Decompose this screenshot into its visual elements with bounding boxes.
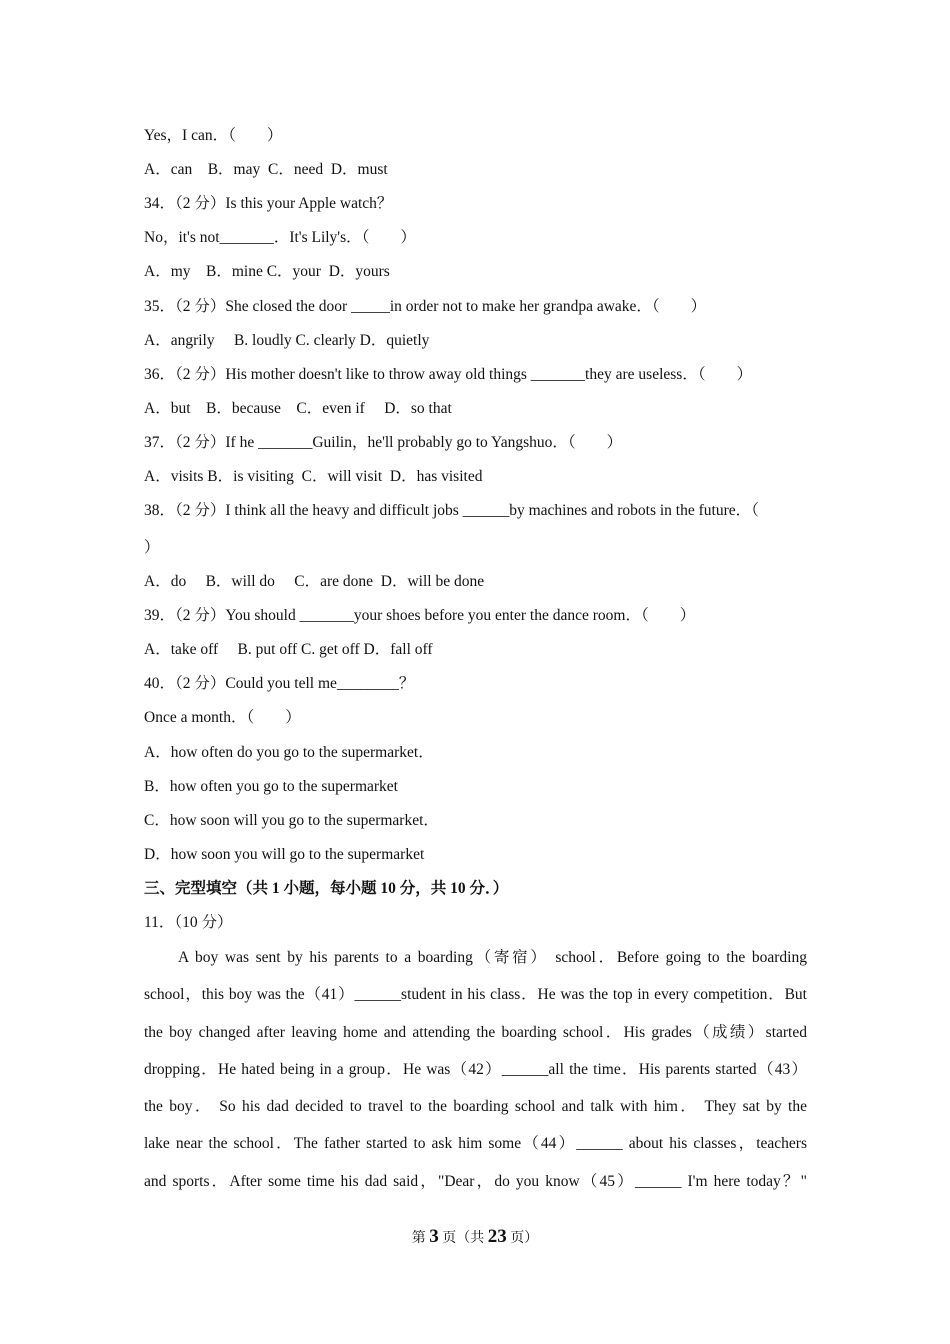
answer-line: Yes，I can．（ ） (144, 127, 283, 144)
cloze-passage (144, 939, 807, 1200)
passage-row: the boy． So his dad decided to travel to the boarding school and talk with him． They sat by the (144, 1098, 807, 1116)
question-40: 40．（2 分）Could you tell me________？ (144, 675, 415, 692)
options-line: A．can B．may C．need D．must (144, 161, 388, 178)
option-c: C．how soon will you go to the supermarket． (144, 812, 439, 829)
option-b: B．how often you go to the supermarket (144, 778, 398, 795)
passage-row: A boy was sent by his parents to a boarding（寄宿） school．Before going to the boarding (178, 949, 807, 966)
options-line: A．my B．mine C．your D．yours (144, 263, 390, 280)
options-line: A．angrily B. loudly C. clearly D．quietly (144, 332, 430, 349)
question-35: 35．（2 分）She closed the door _____in order not to make her grandpa awake．（ ） (144, 298, 707, 315)
answer-line: Once a month．（ ） (144, 709, 301, 726)
answer-line: No，it's not_______．It's Lily's．（ ） (144, 229, 416, 246)
options-line: A．but B．because C．even if D．so that (144, 400, 452, 417)
question-38: 38．（2 分）I think all the heavy and difficult jobs ______by machines and robots in the future．（ (144, 502, 759, 519)
footer-middle: 页（共 (442, 1231, 485, 1246)
total-pages: 23 (487, 1226, 507, 1247)
footer-suffix: 页） (510, 1231, 539, 1246)
option-a: A．how often do you go to the supermarket． (144, 744, 434, 761)
footer-prefix: 第 (411, 1231, 426, 1246)
page-number: 3 (429, 1226, 439, 1247)
question-38-continued: ） (144, 539, 160, 556)
options-line: A．take off B. put off C. get off D．fall off (144, 641, 433, 658)
passage-row: the boy changed after leaving home and attending the boarding school．His grades（成绩）started (144, 1023, 807, 1041)
question-37: 37．（2 分）If he _______Guilin，he'll probably go to Yangshuo．（ ） (144, 434, 623, 451)
question-39: 39．（2 分）You should _______your shoes before you enter the dance room．（ ） (144, 607, 696, 624)
passage-row: dropping．He hated being in a group．He was（42）______all the time．His parents started（43） (144, 1060, 807, 1078)
passage-row: lake near the school．The father started to ask him some（44）______ about his classes，teachers (144, 1135, 807, 1153)
question-34: 34．（2 分）Is this your Apple watch？ (144, 195, 393, 212)
question-11-label: 11．（10 分） (144, 914, 233, 931)
section-heading: 三、完型填空（共 1 小题，每小题 10 分，共 10 分．） (144, 880, 509, 897)
question-36: 36．（2 分）His mother doesn't like to throw away old things _______they are useless．（ ） (144, 366, 753, 383)
passage-row: and sports．After some time his dad said，"Dear，do you know（45）______ I'm here today？" (144, 1172, 807, 1190)
options-line: A．visits B．is visiting C．will visit D．has visited (144, 468, 483, 485)
passage-row: school，this boy was the（41）______student in his class．He was the top in every competition．But (144, 986, 807, 1004)
page-footer (0, 1226, 950, 1248)
options-line: A．do B．will do C．are done D．will be done (144, 573, 485, 590)
option-d: D．how soon you will go to the supermarket (144, 846, 425, 863)
